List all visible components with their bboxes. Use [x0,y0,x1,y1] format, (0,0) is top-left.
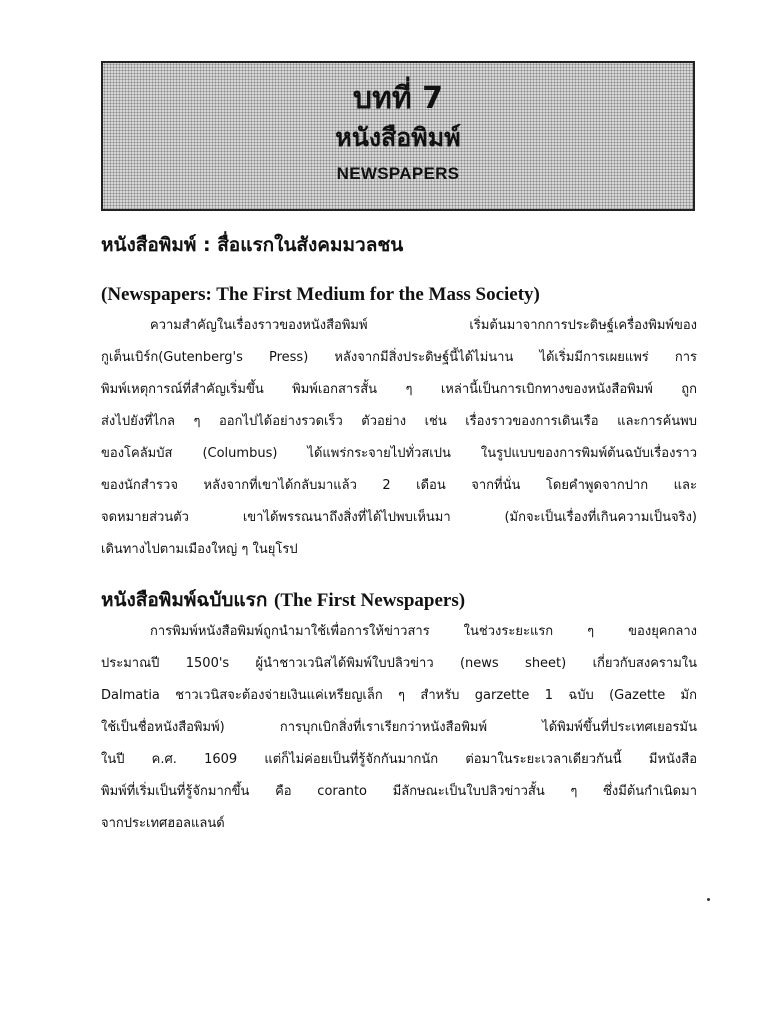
paragraph-line: ของนักสำรวจ หลังจากที่เขาได้กลับมาแล้ว 2 เดือน จากที่นั่น โดยคำพูดจากปาก และ [101,478,697,493]
paragraph-line: พิมพ์เหตุการณ์ที่สำคัญเริ่มขึ้น พิมพ์เอกสารสั้น ๆ เหล่านี้เป็นการเบิกทางของหนังสือพิมพ์ ถูก [101,382,697,397]
paragraph-line: ประมาณปี 1500's ผู้นำชาวเวนิสได้พิมพ์ใบปลิวข่าว (news sheet) เกี่ยวกับสงครามใน [101,656,697,671]
scan-speck [707,898,710,901]
chapter-title-english: NEWSPAPERS [336,164,460,183]
chapter-number: บทที่ 7 [353,81,443,116]
paragraph-line: จดหมายส่วนตัว เขาได้พรรณนาถึงสิ่งที่ได้ไปพบเห็นมา (มักจะเป็นเรื่องที่เกินความเป็นจริง) [101,510,697,525]
section-heading-english: (The First Newspapers) [274,590,466,611]
section-subheading-mass-society: (Newspapers: The First Medium for the Mass Society) [101,284,540,305]
chapter-title-thai: หนังสือพิมพ์ [335,123,461,152]
paragraph-line: การพิมพ์หนังสือพิมพ์ถูกนำมาใช้เพื่อการให้ข่าวสาร ในช่วงระยะแรก ๆ ของยุคกลาง [150,624,697,639]
paragraph-line: เดินทางไปตามเมืองใหญ่ ๆ ในยุโรป [101,542,298,557]
paragraph-line: จากประเทศฮอลแลนด์ [101,816,225,831]
paragraph-newspaper-importance [101,310,697,566]
section-heading-first-newspapers [101,586,465,615]
paragraph-line: ส่งไปยังที่ไกล ๆ ออกไปได้อย่างรวดเร็ว ตัวอย่าง เช่น เรื่องราวของการเดินเรือ และการค้นพบ [101,414,697,429]
paragraph-line: พิมพ์ที่เริ่มเป็นที่รู้จักมากขึ้น คือ coranto มีลักษณะเป็นใบปลิวข่าวสั้น ๆ ซึ่งมีต้นกำเนิดมา [101,784,697,799]
paragraph-line: ความสำคัญในเรื่องราวของหนังสือพิมพ์ เริ่มต้นมาจากการประดิษฐ์เครื่องพิมพ์ของ [150,318,697,333]
paragraph-line: ในปี ค.ศ. 1609 แต่ก็ไม่ค่อยเป็นที่รู้จักกันมากนัก ต่อมาในระยะเวลาเดียวกันนี้ มีหนังสือ [101,752,697,767]
paragraph-first-newspapers [101,616,697,840]
paragraph-line: กูเต็นเบิร์ก(Gutenberg's Press) หลังจากมีสิ่งประดิษฐ์นี้ได้ไม่นาน ได้เริ่มมีการเผยแพร่ การ [101,350,697,365]
section-heading-mass-society: หนังสือพิมพ์ : สื่อแรกในสังคมมวลชน [101,234,404,256]
section-heading-thai: หนังสือพิมพ์ฉบับแรก [101,589,268,611]
paragraph-line: ใช้เป็นชื่อหนังสือพิมพ์) การบุกเบิกสิ่งที่เราเรียกว่าหนังสือพิมพ์ ได้พิมพ์ขึ้นที่ประเทศเยอรมัน [101,720,697,735]
chapter-title-box [101,61,695,211]
paragraph-line: Dalmatia ชาวเวนิสจะต้องจ่ายเงินแค่เหรียญเล็ก ๆ สำหรับ garzette 1 ฉบับ (Gazette มัก [101,688,697,703]
paragraph-line: ของโคลัมบัส (Columbus) ได้แพร่กระจายไปทั่วสเปน ในรูปแบบของการพิมพ์ต้นฉบับเรื่องราว [101,446,697,461]
